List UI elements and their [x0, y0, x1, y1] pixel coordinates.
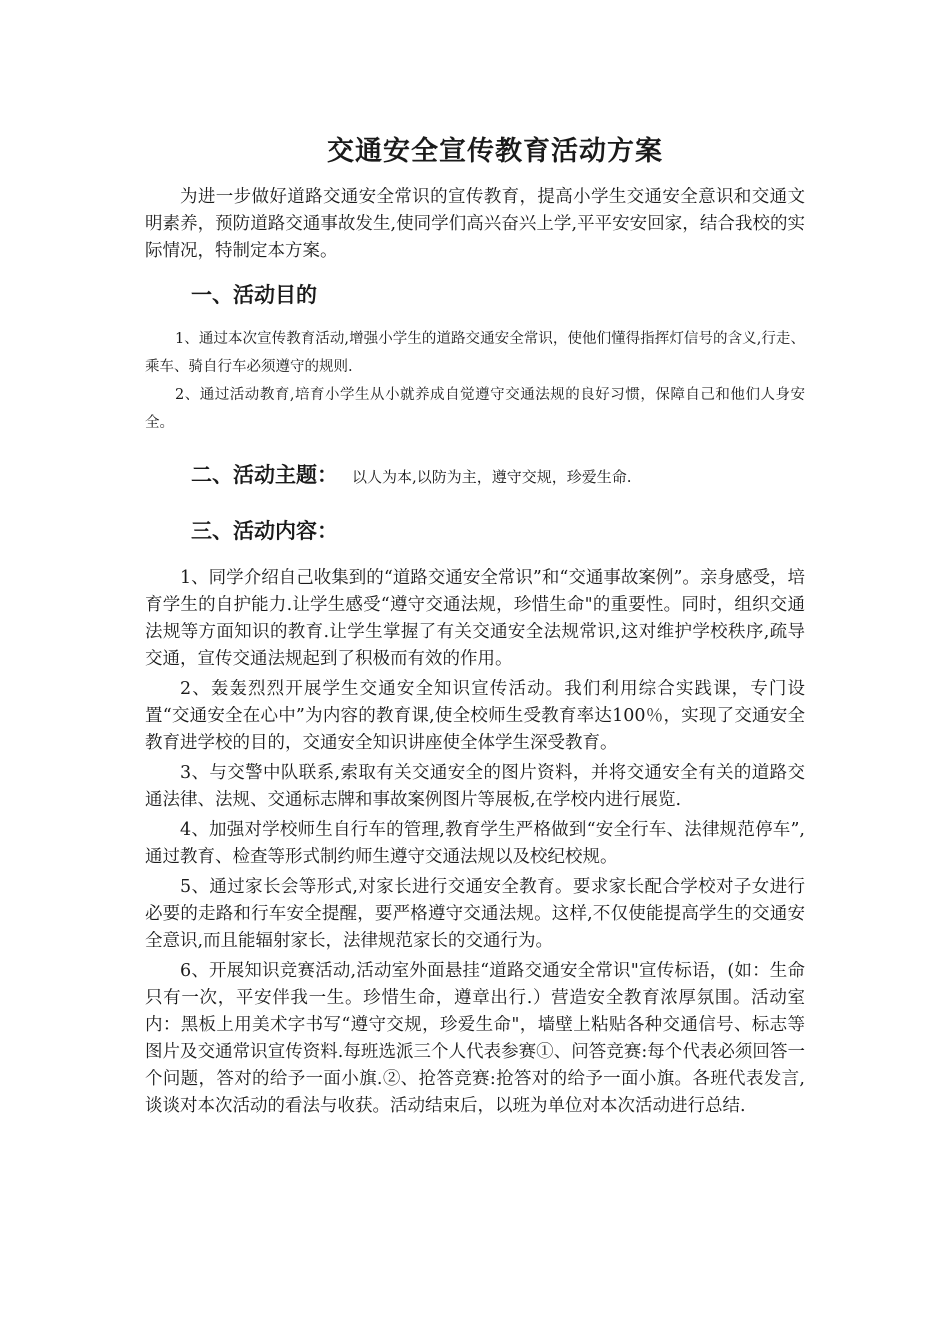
purpose-item-2: 2、通过活动教育,培育小学生从小就养成自觉遵守交通法规的良好习惯，保障自己和他们人身安全。 [145, 387, 805, 431]
document-page [145, 130, 805, 1123]
section-heading-content: 三、活动内容： [191, 518, 338, 543]
theme-text: 以人为本,以防为主，遵守交规，珍爱生命. [352, 468, 632, 486]
content-item-1: 1、同学介绍自己收集到的“道路交通安全常识”和“交通事故案例”。亲身感受，培育学生的自护能力.让学生感受“遵守交通法规，珍惜生命"的重要性。同时，组织交通法规等方面知识的教育.让学生掌握了有关交通安全法规常识,这对维护学校秩序,疏导交通，宣传交通法规起到了积极而有效的作用。 [145, 568, 805, 669]
intro-paragraph: 为进一步做好道路交通安全常识的宣传教育，提高小学生交通安全意识和交通文明素养，预防道路交通事故发生,使同学们高兴奋兴上学,平平安安回家，结合我校的实际情况，特制定本方案。 [145, 187, 805, 261]
content-item-4: 4、加强对学校师生自行车的管理,教育学生严格做到“安全行车、法律规范停车”,通过教育、检查等形式制约师生遵守交通法规以及校纪校规。 [145, 820, 805, 867]
content-list [145, 565, 805, 1120]
spacer [145, 311, 805, 325]
spacer [145, 437, 805, 459]
document-title: 交通安全宣传教育活动方案 [327, 136, 663, 167]
content-item-2: 2、轰轰烈烈开展学生交通安全知识宣传活动。我们利用综合实践课，专门设置“交通安全在心中”为内容的教育课,使全校师生受教育率达100％，实现了交通安全教育进学校的目的，交通安全知识讲座使全体学生深受教育。 [145, 679, 805, 753]
theme-heading-label: 二、活动主题： [191, 462, 338, 487]
spacer [145, 547, 805, 565]
spacer [145, 265, 805, 279]
content-item-6: 6、开展知识竞赛活动,活动室外面悬挂“道路交通安全常识"宣传标语，(如：生命只有一次，平安伴我一生。珍惜生命，遵章出行.）营造安全教育浓厚氛围。活动室内：黑板上用美术字书写“遵守交规，珍爱生命"，墙壁上粘贴各种交通信号、标志等图片及交通常识宣传资料.每班选派三个人代表参赛①、问答竞赛:每个代表必须回答一个问题，答对的给予一面小旗.②、抢答竞赛:抢答对的给予一面小旗。各班代表发言,谈谈对本次活动的看法与收获。活动结束后，以班为单位对本次活动进行总结. [145, 961, 805, 1116]
section-heading-purpose: 一、活动目的 [191, 282, 317, 307]
content-item-3: 3、与交警中队联系,索取有关交通安全的图片资料，并将交通安全有关的道路交通法律、法规、交通标志牌和事故案例图片等展板,在学校内进行展览. [145, 763, 805, 810]
content-item-5: 5、通过家长会等形式,对家长进行交通安全教育。要求家长配合学校对子女进行必要的走路和行车安全提醒，要严格遵守交通法规。这样,不仅使能提高学生的交通安全意识,而且能辐射家长，法律规范家长的交通行为。 [145, 877, 805, 951]
section-heading-theme [145, 459, 805, 493]
spacer [145, 493, 805, 515]
purpose-item-1: 1、通过本次宣传教育活动,增强小学生的道路交通安全常识，使他们懂得指挥灯信号的含义,行走、乘车、骑自行车必须遵守的规则. [145, 331, 805, 375]
